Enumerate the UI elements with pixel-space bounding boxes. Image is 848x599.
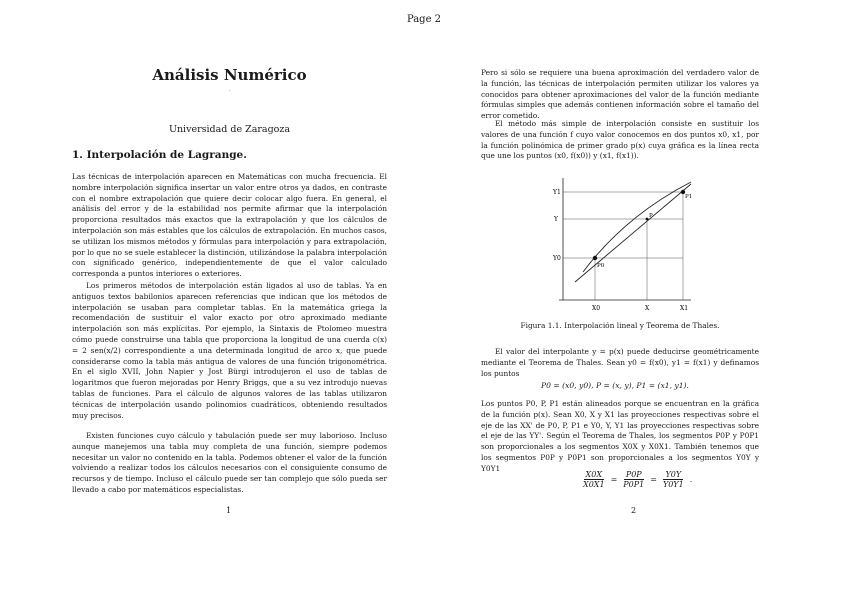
- point-p0: [593, 256, 597, 260]
- paragraph-history: Los primeros métodos de interpolación están ligados al uso de tablas. Ya en antiguos textos babilonios aparecen referencias que indican que los métodos de interpolación se usaban para completar tablas. En la matemática griega la recomendación de sustituir el valor exacto por otro aproximado mediante interpolación son más explícitas. Por ejemplo, la Sintaxis de Ptolomeo muestra cómo puede construirse una tabla que proporciona la longitud de una cuerda c(x) = 2 sen(x/2) correspondiente a una determinada longitud de arco x, que puede considerarse como la tabla más antigua de valores de una función trigonométrica. En el siglo XVII, John Napier y Jost Bürgi introdujeron el uso de tablas de logaritmos que fueron mejoradas por Henry Briggs, que a su vez introdujo nuevas tablas de funciones. Para el cálculo de algunos valores de las tablas utilizaron técnicas de interpolación usando polinomios cuadráticos, obteniendo resultados muy precisos.: [72, 281, 387, 420]
- label-x: X: [645, 305, 650, 312]
- label-p1: P1: [685, 194, 693, 200]
- document-title: Análisis Numérico: [152, 66, 307, 84]
- ratio-equation: $\frac{X0X}{X0X1}$ = $\frac{P0P}{P0P1}$ = $\frac{Y0Y}{Y0Y1}$ .: [583, 470, 693, 489]
- function-curve: [583, 182, 691, 272]
- interpolation-figure: [545, 172, 695, 318]
- equals-sign: =: [650, 475, 657, 484]
- equals-sign: =: [610, 475, 618, 484]
- label-x1: X1: [680, 305, 689, 312]
- paragraph-thales: El valor del interpolante y = p(x) puede deducirse geométricamente mediante el Teorema de Thales. Sean y0 = f(x0), y1 = f(x1) y definamos los puntos: [481, 347, 759, 378]
- label-p0: P0: [597, 263, 605, 269]
- label-y0: Y0: [553, 255, 561, 262]
- section-heading: 1. Interpolación de Lagrange.: [72, 149, 247, 161]
- label-x0: X0: [592, 305, 601, 312]
- label-p: P: [649, 213, 653, 219]
- paragraph-intro: Las técnicas de interpolación aparecen en Matemáticas con mucha frecuencia. El nombre interpolación significa insertar un valor entre otros ya dados, en contraste con el nombre extrapolación que quiere decir colocar algo fuera. En general, el análisis del error y de la estabilidad nos permite afirmar que la interpolación proporciona resultados más exactos que la extrapolación y que los cálculos de interpolación son más estables que los cálculos de extrapolación. En muchos casos, se utilizan los mismos métodos y fórmulas para interpolación y para extrapolación, por lo que no se suele establecer la distinción, utilizándose la palabra interpolación con significado genérico, independientemente de que el valor calculado corresponda a puntos interiores o exteriores.: [72, 172, 387, 279]
- interpolant-line: [575, 184, 691, 282]
- point-p: [646, 218, 649, 221]
- label-y1: Y1: [553, 189, 561, 196]
- page-indicator: Page 2: [406, 14, 442, 25]
- fraction-p: $\frac{P0P}{P0P1}$: [623, 470, 645, 489]
- page-number: 2: [631, 506, 637, 515]
- paragraph-approx: Pero si sólo se requiere una buena aproximación del verdadero valor de la función, las técnicas de interpolación permiten utilizar los valores ya conocidos para obtener aproximaciones del valor de la función mediante fórmulas simples que además contienen información sobre el tamaño del error cometido.: [481, 68, 759, 121]
- fraction-y: $\frac{Y0Y}{Y0Y1}$: [662, 470, 684, 489]
- affiliation: Universidad de Zaragoza: [168, 124, 291, 135]
- label-y: Y: [554, 216, 558, 223]
- paragraph-cost: Existen funciones cuyo cálculo y tabulación puede ser muy laborioso. Incluso aunque manejemos una tabla muy completa de una función, siempre podemos necesitar un valor no contenido en la tabla. Podemos obtener el valor de la función volviendo a realizar todos los cálculos necesarios con el consiguiente consumo de recursos y de tiempo. Incluso el cálculo puede ser tan complejo que sólo pueda ser llevado a cabo por matemáticos especialistas.: [72, 431, 387, 494]
- author-mark: ·: [228, 88, 231, 95]
- page-number: 1: [226, 506, 232, 515]
- paragraph-projections: Los puntos P0, P, P1 están alineados porque se encuentran en la gráfica de la función p(x). Sean X0, X y X1 las proyecciones respectivas sobre el eje de las XX' de P0, P, P1 e Y0, Y, Y1 las proyecciones respectivas sobre el eje de las YY'. Según el Teorema de Thales, los segmentos P0P y P0P1 son proporcionales a los segmentos X0X y X0X1. También tenemos que los segmentos P0P y P0P1 son proporcionales a los segmentos Y0Y y Y0Y1: [481, 399, 759, 473]
- points-equation: P0 = (x0, y0), P = (x, y), P1 = (x1, y1).: [541, 381, 689, 390]
- paragraph-simple-method: El método más simple de interpolación consiste en sustituir los valores de una función f cuyo valor conocemos en dos puntos x0, x1, por la función polinómica de primer grado p(x) cuya gráfica es la línea recta que une los puntos (x0, f(x0)) y (x1, f(x1)).: [481, 119, 759, 161]
- fraction-x: $\frac{X0X}{X0X1}$: [583, 470, 605, 489]
- figure-caption: Figura 1.1. Interpolación lineal y Teorema de Thales.: [520, 321, 720, 330]
